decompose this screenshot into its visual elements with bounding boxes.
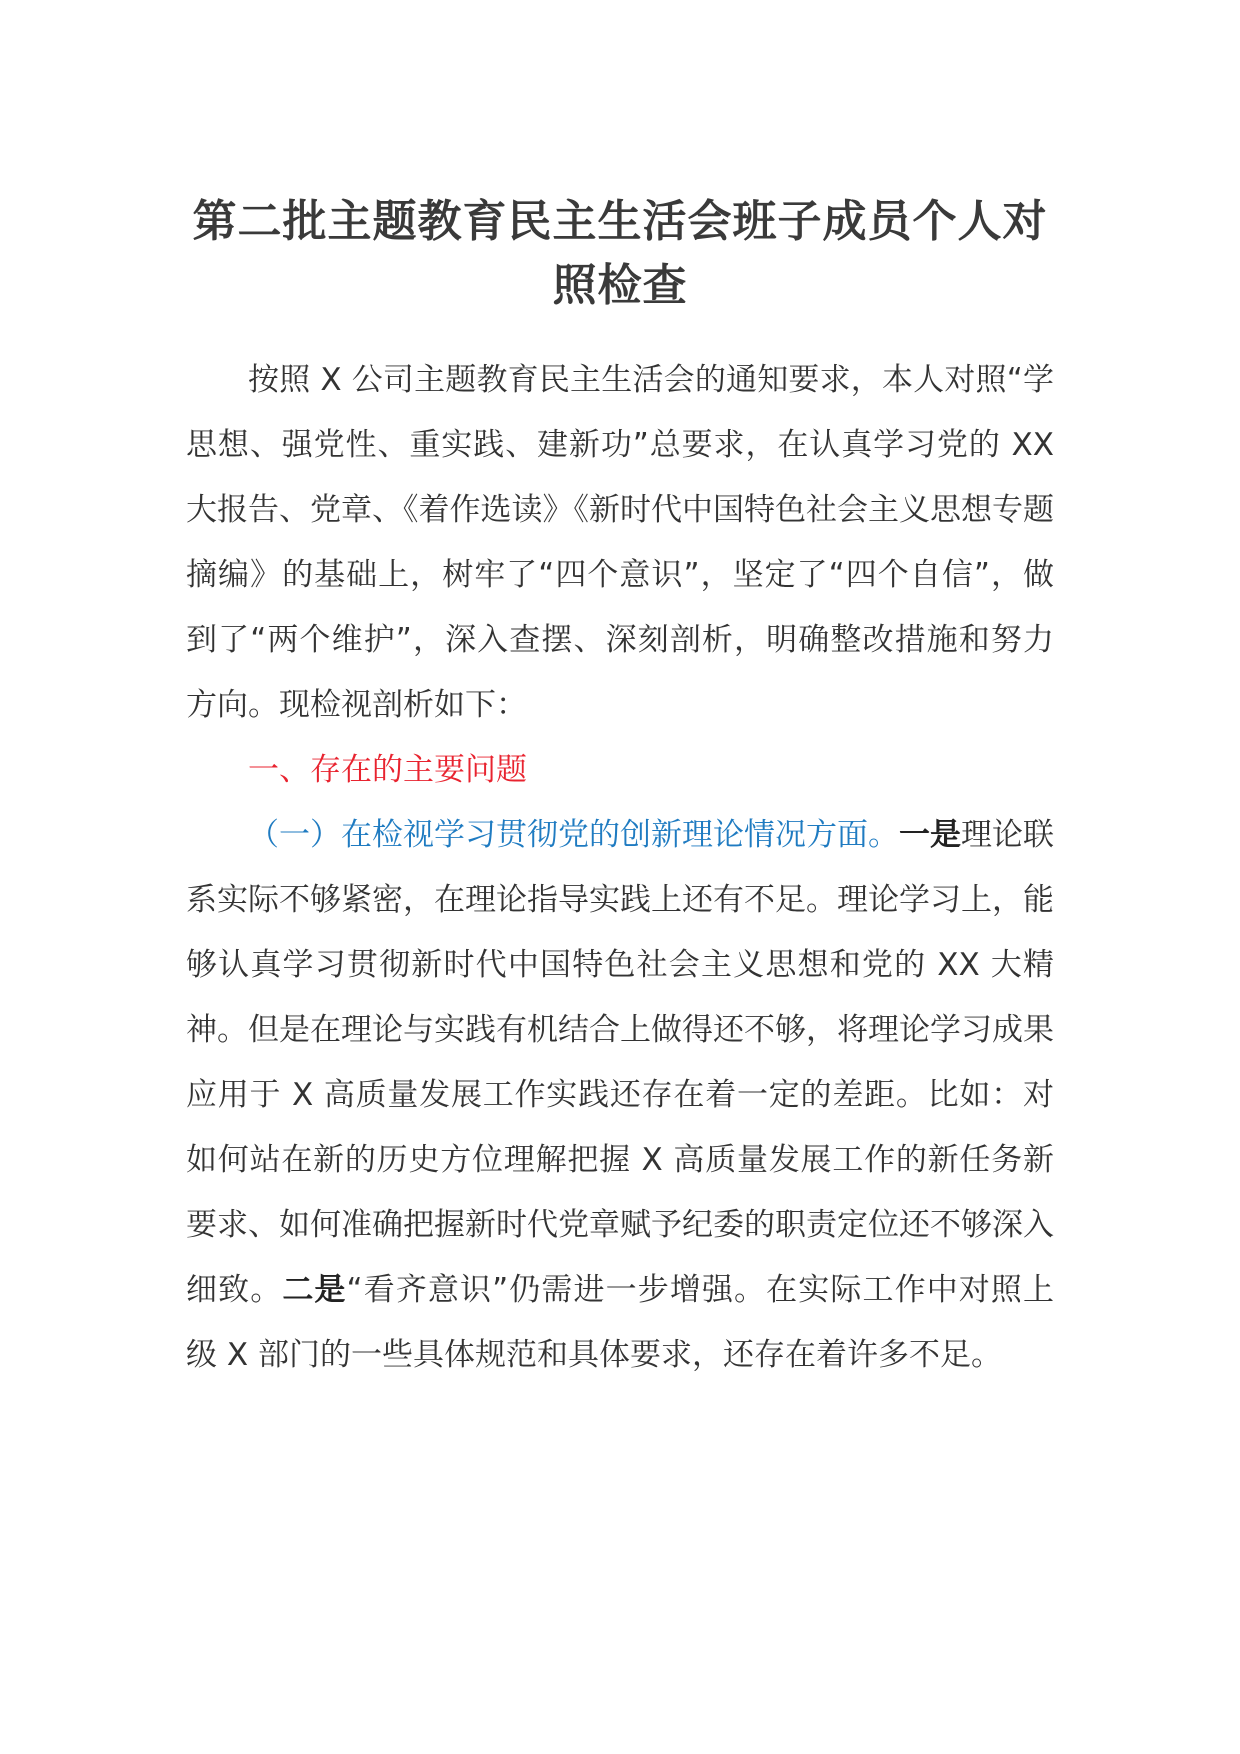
point-one-text: 理论联系实际不够紧密，在理论指导实践上还有不足。理论学习上，能够认真学习贯彻新时代中国特色社会主义思想和党的 XX 大精神。但是在理论与实践有机结合上做得还不够，将理论学习成果应用于 X 高质量发展工作实践还存在着一定的差距。比如：对如何站在新的历史方位理解把握 X 高质量发展工作的新任务新要求、如何准确把握新时代党章赋予纪委的职责定位还不够深入细致。 (186, 817, 1054, 1308)
document-title: 第二批主题教育民主生活会班子成员个人对照检查 (192, 196, 1048, 311)
point-two-text: “看齐意识”仍需进一步增强。在实际工作中对照上级 X 部门的一些具体规范和具体要求，还存在着许多不足。 (186, 1272, 1055, 1373)
point-two-label: 二是 (282, 1272, 347, 1308)
section-heading-problems: 一、存在的主要问题 (248, 752, 527, 788)
document-page (186, 190, 1054, 1388)
point-one-label: 一是 (899, 817, 961, 853)
intro-paragraph: 按照 X 公司主题教育民主生活会的通知要求，本人对照“学思想、强党性、重实践、建新功”总要求，在认真学习党的 XX 大报告、党章、《着作选读》《新时代中国特色社会主义思想专题摘编》的基础上，树牢了“四个意识”，坚定了“四个自信”，做到了“两个维护”，深入查摆、深刻剖析，明确整改措施和努力方向。现检视剖析如下： (186, 362, 1054, 723)
subsection-heading: （一）在检视学习贯彻党的创新理论情况方面。 (248, 817, 899, 853)
subsection-paragraph (186, 803, 1054, 1388)
